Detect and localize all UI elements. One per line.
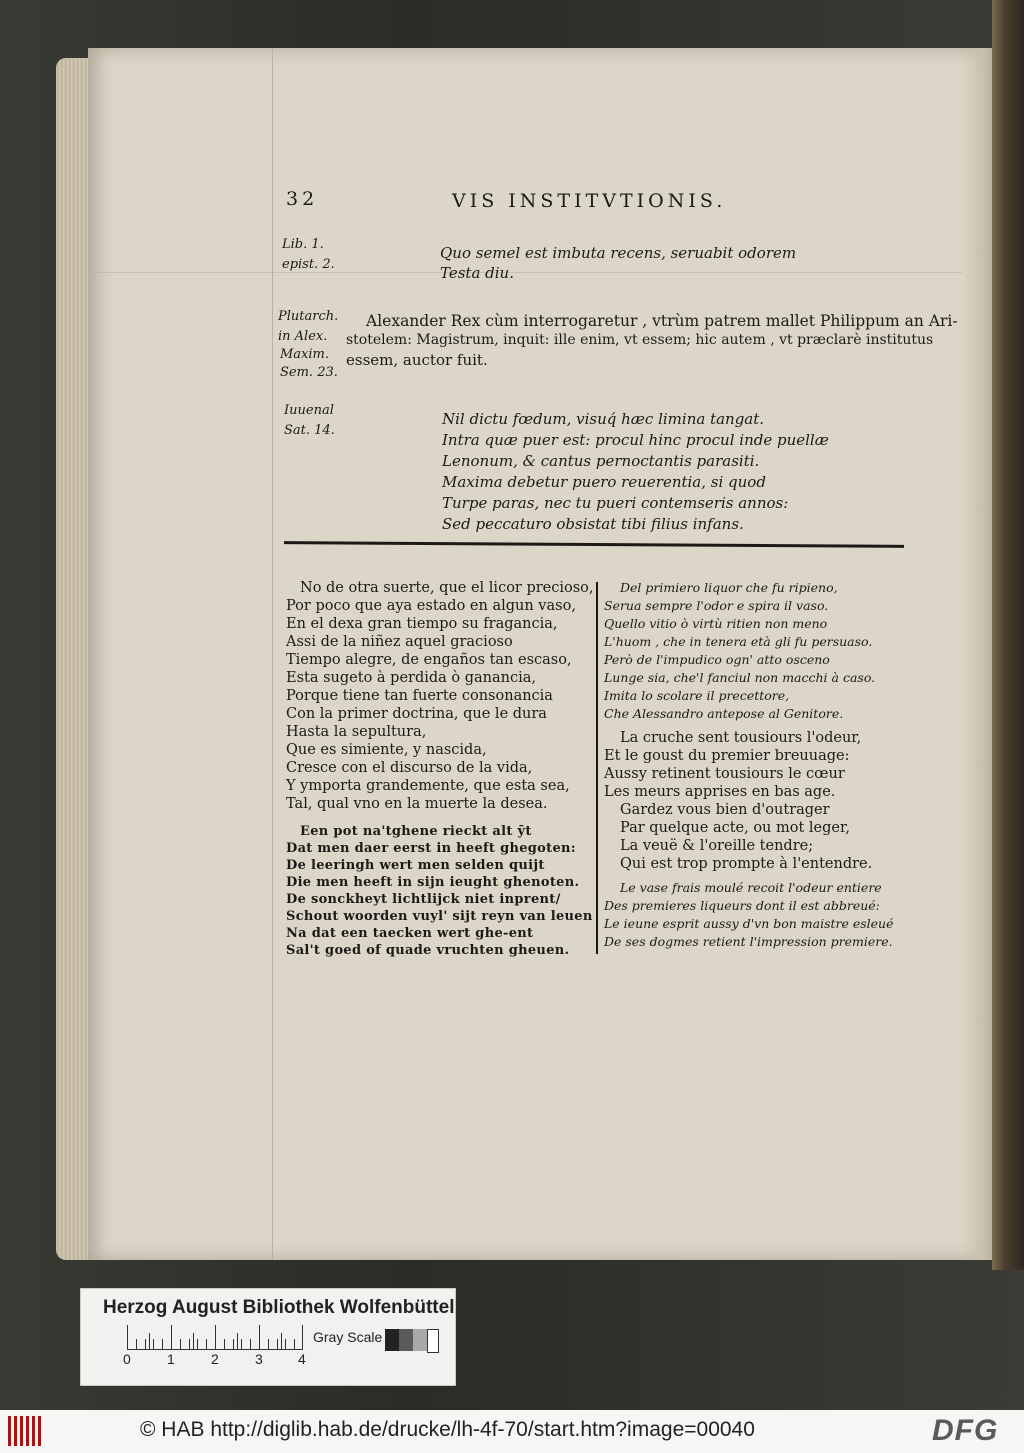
- margin-note: epist. 2.: [282, 257, 335, 272]
- margin-note: Iuuenal: [284, 403, 334, 418]
- scale-number: 1: [167, 1351, 175, 1367]
- french-italic-line: Des premieres liqueurs dont il est abbreué:: [604, 898, 880, 913]
- dfg-logo: DFG: [932, 1414, 999, 1447]
- fold-line-horizontal: [88, 272, 962, 273]
- margin-note: Maxim.: [280, 347, 330, 362]
- gray-swatch: [399, 1329, 413, 1351]
- margin-note: Lib. 1.: [282, 237, 324, 252]
- scale-number: 3: [255, 1351, 263, 1367]
- italian-line: Del primiero liquor che fu ripieno,: [620, 580, 838, 595]
- margin-note: Sat. 14.: [284, 423, 335, 438]
- italian-line: Lunge sia, che'l fanciul non macchi à caso.: [604, 670, 876, 685]
- page-number: 32: [286, 188, 319, 210]
- dutch-line: Na dat een taecken wert ghe-ent: [286, 926, 534, 941]
- column-divider: [596, 582, 598, 954]
- verse-line: Lenonum, & cantus pernoctantis parasiti.: [442, 452, 760, 470]
- prose-line: Alexander Rex cùm interrogaretur , vtrùm patrem mallet Philippum an Ari-: [366, 312, 958, 330]
- french-italic-line: Le vase frais moulé recoit l'odeur entiere: [620, 880, 882, 895]
- spanish-line: Cresce con el discurso de la vida,: [286, 760, 533, 776]
- french-line: Par quelque acte, ou mot leger,: [620, 820, 850, 836]
- running-title: VIS INSTITVTIONIS.: [452, 190, 727, 212]
- verse-line: Quo semel est imbuta recens, seruabit odorem: [440, 244, 797, 262]
- french-line: Les meurs apprises en bas age.: [604, 784, 836, 800]
- gray-swatch: [413, 1329, 427, 1351]
- verse-line: Nil dictu fœdum, visuq́ hæc limina tangat.: [442, 410, 765, 428]
- italian-line: Quello vitio ò virtù ritien non meno: [604, 616, 828, 631]
- french-line: Et le goust du premier breuuage:: [604, 748, 850, 764]
- italian-line: Imita lo scolare il precettore,: [604, 688, 790, 703]
- prose-line: stotelem: Magistrum, inquit: ille enim, vt essem; hic autem , vt præclarè institutus: [346, 332, 934, 348]
- spanish-line: Tiempo alegre, de engaños tan escaso,: [286, 652, 572, 668]
- spanish-line: Tal, qual vno en la muerte la desea.: [286, 796, 548, 812]
- scale-number: 2: [211, 1351, 219, 1367]
- copyright-link[interactable]: © HAB http://diglib.hab.de/drucke/lh-4f-70/start.htm?image=00040: [140, 1418, 755, 1441]
- french-line: Gardez vous bien d'outrager: [620, 802, 830, 818]
- dutch-line: De sonckheyt lichtlijck niet inprent/: [286, 892, 561, 907]
- verse-line: Testa diu.: [440, 264, 514, 282]
- spanish-line: Con la primer doctrina, que le dura: [286, 706, 547, 722]
- margin-note: Sem. 23.: [280, 365, 338, 380]
- french-italic-line: Le ieune esprit aussy d'vn bon maistre esleué: [604, 916, 894, 931]
- gray-swatch: [385, 1329, 399, 1351]
- spanish-line: Esta sugeto à perdida ò ganancia,: [286, 670, 537, 686]
- italian-line: Che Alessandro antepose al Genitore.: [604, 706, 844, 721]
- spanish-line: Hasta la sepultura,: [286, 724, 427, 740]
- hab-logo-icon: [8, 1416, 44, 1446]
- prose-line: essem, auctor fuit.: [346, 351, 488, 369]
- dutch-line: Een pot na'tghene rieckt alt ȳt: [300, 824, 532, 839]
- spanish-line: Por poco que aya estado en algun vaso,: [286, 598, 576, 614]
- french-line: Aussy retinent tousiours le cœur: [604, 766, 845, 782]
- margin-note: in Alex.: [278, 329, 328, 344]
- french-line: La veuë & l'oreille tendre;: [620, 838, 814, 854]
- color-calibration-card: [80, 1288, 456, 1386]
- spanish-line: Assi de la niñez aquel gracioso: [286, 634, 513, 650]
- verse-line: Turpe paras, nec tu pueri contemseris annos:: [442, 494, 789, 512]
- dutch-line: Schout woorden vuyl' sijt reyn van leuen: [286, 909, 593, 924]
- fold-line-vertical: [272, 48, 273, 1260]
- scale-number: 0: [123, 1351, 131, 1367]
- card-title: Herzog August Bibliothek Wolfenbüttel: [103, 1297, 455, 1318]
- spanish-line: No de otra suerte, que el licor precioso,: [300, 580, 594, 596]
- dutch-line: De leeringh wert men selden quijt: [286, 858, 545, 873]
- italian-line: Serua sempre l'odor e spira il vaso.: [604, 598, 829, 613]
- gray-scale-label: Gray Scale: [313, 1329, 383, 1345]
- french-line: Qui est trop prompte à l'entendre.: [620, 856, 873, 872]
- spanish-line: Y ymporta grandemente, que esta sea,: [286, 778, 570, 794]
- gray-swatch: [427, 1329, 439, 1353]
- verse-line: Sed peccaturo obsistat tibi filius infans.: [442, 515, 744, 533]
- book-spine: [992, 0, 1024, 1270]
- spanish-line: Porque tiene tan fuerte consonancia: [286, 688, 553, 704]
- french-line: La cruche sent tousiours l'odeur,: [620, 730, 862, 746]
- verse-line: Maxima debetur puero reuerentia, si quod: [442, 473, 766, 491]
- dutch-line: Sal't goed of quade vruchten gheuen.: [286, 943, 570, 958]
- dutch-line: Die men heeft in sijn ieught ghenoten.: [286, 875, 580, 890]
- footer-bar: [0, 1410, 1024, 1453]
- italian-line: L'huom , che in tenera età gli fu persuaso.: [604, 634, 873, 649]
- margin-note: Plutarch.: [278, 309, 339, 324]
- scale-ruler: [127, 1325, 303, 1350]
- dutch-line: Dat men daer eerst in heeft ghegoten:: [286, 841, 576, 856]
- verse-line: Intra quæ puer est: procul hinc procul inde puellæ: [442, 431, 829, 449]
- spanish-line: Que es simiente, y nascida,: [286, 742, 487, 758]
- spanish-line: En el dexa gran tiempo su fragancia,: [286, 616, 558, 632]
- scale-number: 4: [298, 1351, 306, 1367]
- italian-line: Però de l'impudico ogn' atto osceno: [604, 652, 830, 667]
- french-italic-line: De ses dogmes retient l'impression premiere.: [604, 934, 893, 949]
